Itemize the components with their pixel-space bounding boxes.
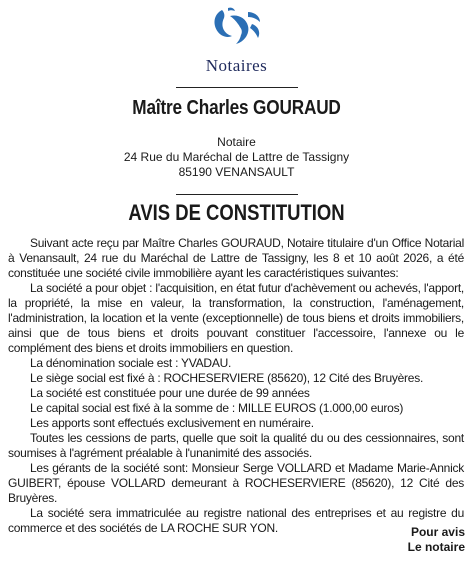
paragraph-contributions: Les apports sont effectués exclusivement en numéraire. (30, 416, 314, 430)
middle-divider (176, 194, 298, 195)
notary-street: 24 Rue du Maréchal de Lattre de Tassigny (123, 150, 350, 164)
notice-title: AVIS DE CONSTITUTION (128, 200, 345, 225)
signature-line-2: Le notaire (407, 540, 465, 554)
notaires-emblem-icon (208, 6, 266, 52)
paragraph-duration: La société est constituée pour une durée de 99 années (30, 386, 310, 400)
paragraph-intro: Suivant acte reçu par Maître Charles GOURAUD, Notaire titulaire d'un Office Notarial à Venansault, 24 rue du Maréchal de Lattre de Tassigny, les 8 et 10 août 2026, a été constituée une société civile immobilière ayant les caractéristiques suivantes: (8, 236, 464, 280)
notaires-logo (0, 6, 473, 78)
paragraph-registration: La société sera immatriculée au registre national des entreprises et au registre du commerce et des sociétés de LA ROCHE SUR YON. (8, 506, 464, 535)
notary-name: Maître Charles GOURAUD (132, 97, 341, 119)
paragraph-capital: Le capital social est fixé à la somme de : MILLE EUROS (1.000,00 euros) (30, 401, 404, 415)
paragraph-transfers: Toutes les cessions de parts, quelle que soit la qualité du ou des cessionnaires, sont soumises à l'agrément préalable à l'unanimité des associés. (8, 431, 464, 460)
top-divider (176, 87, 298, 88)
paragraph-managers: Les gérants de la société sont: Monsieur Serge VOLLARD et Madame Marie-Annick GUIBERT, épouse VOLLARD demeurant à ROCHESERVIERE (85620), 12 Cité des Bruyères. (8, 461, 464, 505)
signature-line-1: Pour avis (410, 525, 465, 539)
notary-city: 85190 VENANSAULT (178, 165, 295, 179)
paragraph-object: La société a pour objet : l'acquisition, en état futur d'achèvement ou achevés, l'apport, la propriété, la mise en valeur, la transformation, la construction, l'aménagement, l'administration, la location et la vente (exceptionnelle) de tous biens et droits immobiliers, ainsi que de tous biens et droits pouvant constituer l'accessoire, l'annexe ou le complément des biens et droits immobiliers en question. (8, 281, 464, 355)
notary-role: Notaire (217, 135, 256, 149)
logo-wordmark: Notaires (205, 56, 268, 75)
paragraph-seat: Le siège social est fixé à : ROCHESERVIERE (85620), 12 Cité des Bruyères. (30, 371, 424, 385)
paragraph-denomination: La dénomination sociale est : YVADAU. (30, 356, 232, 370)
notice-body (8, 236, 464, 536)
